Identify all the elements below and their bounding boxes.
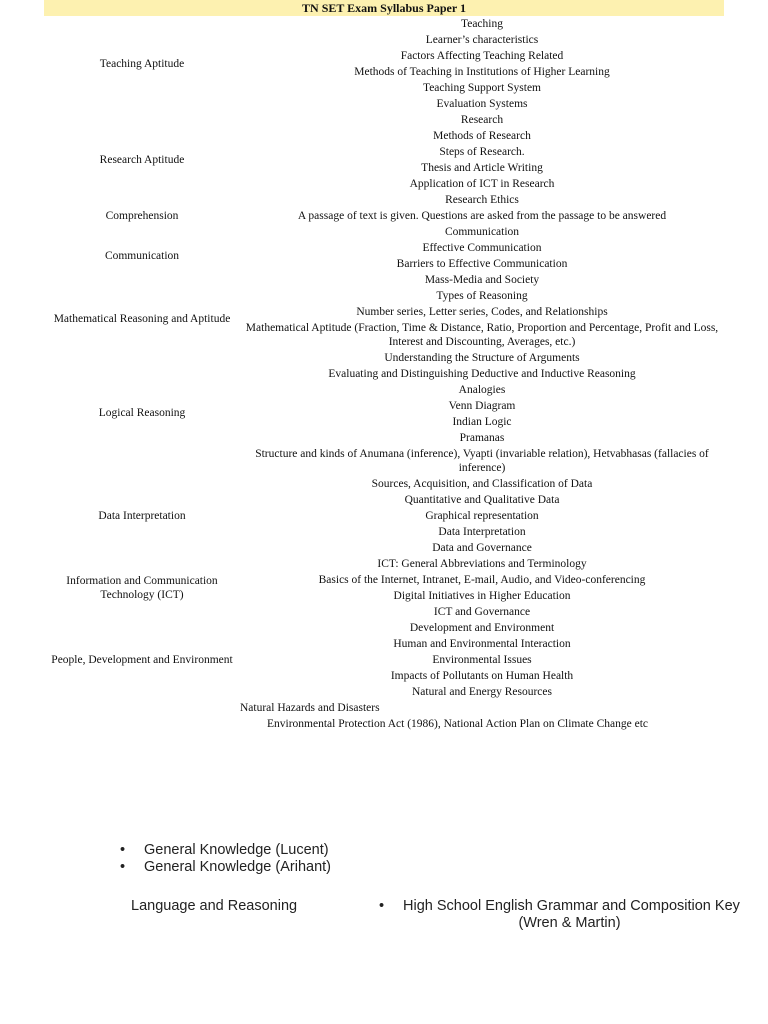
topic-item: Human and Environmental Interaction [393,638,571,650]
unit-topics [240,16,724,112]
unit-topics [240,224,724,288]
topic-item: Research [460,114,504,126]
topic-item: Venn Diagram [448,400,516,412]
unit-name: Logical Reasoning [98,407,186,419]
topic-item: Sources, Acquisition, and Classification of Data [371,478,593,490]
list-item [379,898,768,932]
topic-item: Understanding the Structure of Arguments [384,352,580,364]
list-item [120,842,331,859]
topic-item: Mathematical Aptitude (Fraction, Time & Distance, Ratio, Proportion and Percentage, Profit and Loss, Interest and Discounting, Averages, etc.) [245,322,719,348]
unit-name: Comprehension [105,210,179,222]
list-item [120,859,331,876]
topic-item: A passage of text is given. Questions are asked from the passage to be answered [297,210,667,222]
topic-item: Development and Environment [409,622,555,634]
unit-name: Teaching Aptitude [99,58,185,70]
unit-topics [240,288,724,350]
bullet-icon: • [120,842,126,858]
topic-item: Structure and kinds of Anumana (inference), Vyapti (invariable relation), Hetvabhasas (fallacies of inference) [255,448,709,474]
unit-topics [240,476,724,556]
bullet-icon: • [120,859,126,875]
syllabus-unit-row [44,476,724,556]
topic-item: Factors Affecting Teaching Related [400,50,564,62]
unit-name: People, Development and Environment [51,654,233,666]
topic-item: Natural Hazards and Disasters [240,702,380,714]
topic-item: Application of ICT in Research [409,178,555,190]
syllabus-unit-row [44,112,724,208]
topic-item: Communication [444,226,520,238]
unit-topics [240,112,724,208]
syllabus-table [44,16,724,732]
syllabus-unit-row [44,620,724,700]
unit-topics [240,350,724,476]
topic-item: Basics of the Internet, Intranet, E-mail, Audio, and Video-conferencing [318,574,646,586]
topic-item: Research Ethics [445,194,519,206]
unit-name: Data Interpretation [98,510,186,522]
topic-item: Methods of Research [433,130,531,142]
book-title: General Knowledge (Arihant) [144,859,331,875]
topic-item: Natural and Energy Resources [412,686,552,698]
topic-item: Digital Initiatives in Higher Education [393,590,571,602]
syllabus-unit-row [44,288,724,350]
topic-item: Data and Governance [432,542,532,554]
topic-item: Number series, Letter series, Codes, and Relationships [356,306,608,318]
topic-item: ICT and Governance [433,606,531,618]
syllabus-title: TN SET Exam Syllabus Paper 1 [44,0,724,16]
gk-book-list [120,842,331,876]
book-title: General Knowledge (Lucent) [144,842,329,858]
topic-item: Evaluation Systems [436,98,528,110]
book-title-line: High School English Grammar and Composition Key [403,898,740,914]
topic-item: Barriers to Effective Communication [396,258,568,270]
topic-item: Graphical representation [425,510,539,522]
syllabus-unit-row [44,208,724,224]
topic-item: Learner’s characteristics [425,34,539,46]
topic-item: Types of Reasoning [436,290,528,302]
topic-item: Environmental Issues [432,654,532,666]
bullet-icon: • [379,898,385,914]
topic-item: Analogies [458,384,506,396]
topic-item: Quantitative and Qualitative Data [404,494,560,506]
unit-name: Information and Communication Technology (ICT) [66,575,218,601]
syllabus-unit-row [44,224,724,288]
topic-item: Methods of Teaching in Institutions of Higher Learning [354,66,610,78]
topic-item: Teaching Support System [422,82,541,94]
topic-item: Steps of Research. [439,146,525,158]
unit-topics [240,556,724,620]
syllabus-unit-row [44,350,724,476]
topic-item: Pramanas [459,432,505,444]
language-reasoning-label: Language and Reasoning [131,898,298,914]
topic-item: Teaching [461,18,503,30]
syllabus-unit-row [44,556,724,620]
topic-item: Data Interpretation [438,526,526,538]
unit-topics [240,208,724,224]
syllabus-unit-row [44,16,724,112]
unit-name: Research Aptitude [99,154,185,166]
topic-item: Mass-Media and Society [424,274,540,286]
unit-name: Communication [104,250,180,262]
topic-item: Indian Logic [452,416,512,428]
topic-item: Effective Communication [422,242,542,254]
topic-item: Thesis and Article Writing [421,162,543,174]
unit-name: Mathematical Reasoning and Aptitude [53,313,231,325]
topic-item: Impacts of Pollutants on Human Health [390,670,574,682]
topic-item: Evaluating and Distinguishing Deductive and Inductive Reasoning [328,368,636,380]
topic-item: Environmental Protection Act (1986), National Action Plan on Climate Change etc [267,718,649,730]
topic-item: ICT: General Abbreviations and Terminology [377,558,587,570]
book-title [379,898,768,932]
unit-topics [240,620,724,700]
book-author-line: (Wren & Martin) [518,915,621,931]
